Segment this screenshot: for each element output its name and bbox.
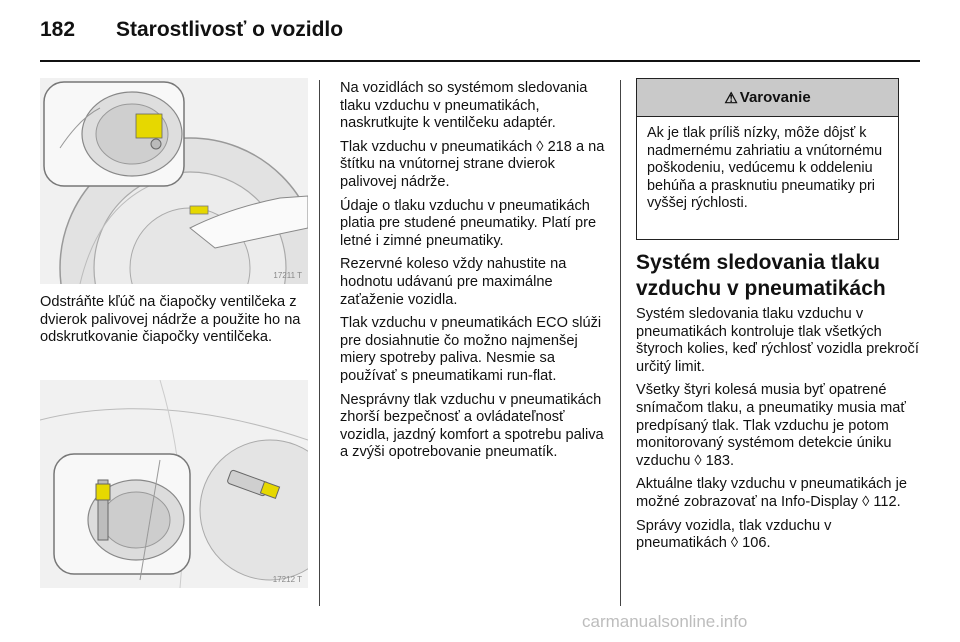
warning-text: Ak je tlak príliš nízky, môže dôjsť k nadmernému zahriatiu a vnútornému poškodeniu, vedúcemu k oddeleniu behúňa a prasknutiu pneumatiky pri vyššej rýchlosti. (647, 125, 883, 212)
paragraph: Nesprávny tlak vzduchu v pneumatikách zhorší bezpečnosť a ovládateľnosť vozidla, jazdný komfort a spotrebu paliva a zvýši opotrebovanie pneumatík. (340, 391, 604, 461)
paragraph: Systém sledovania tlaku vzduchu v pneumatikách kontroluje tlak všetkých štyroch kolies, keď rýchlosť vozidla prekročí určitý limit. (636, 306, 919, 375)
figure-code: 17212 T (272, 575, 302, 584)
paragraph: Tlak vzduchu v pneumatikách ◊ 218 a na štítku na vnútornej strane dvierok palivovej nádrže. (340, 138, 605, 190)
column-divider-2 (620, 80, 621, 606)
page-title: Starostlivosť o vozidlo (116, 18, 344, 41)
page-number: 182 (40, 18, 76, 41)
section-title: Systém sledovania tlaku vzduchu v pneumatikách (636, 251, 886, 300)
paragraph: Aktuálne tlaky vzduchu v pneumatikách je možné zobrazovať na Info-Display ◊ 112. (636, 476, 907, 510)
illustration-valve-cap-key (40, 78, 308, 284)
warning-box (636, 78, 899, 240)
column-3-text (636, 306, 920, 559)
column-1-text (40, 294, 310, 353)
watermark: carmanualsonline.info (582, 612, 748, 631)
column-2-text (340, 80, 610, 468)
column-divider-1 (319, 80, 320, 606)
paragraph: Všetky štyri kolesá musia byť opatrené snímačom tlaku, a pneumatiky musia mať predpísaný tlak. Tlak vzduchu je potom monitorovaný systémom detekcie úniku vzduchu ◊ 183. (636, 382, 906, 469)
paragraph: Odstráňte kľúč na čiapočky ventilčeka z dvierok palivovej nádrže a použite ho na odskrutkovanie čiapočky ventilčeka. (40, 294, 301, 346)
warning-header (637, 79, 898, 117)
figure-fuel-door-key (40, 78, 308, 284)
figure-code: 17211 T (273, 271, 302, 280)
header-rule (40, 60, 920, 62)
figure-valve-adapter (40, 380, 308, 588)
paragraph: Na vozidlách so systémom sledovania tlaku vzduchu v pneumatikách, naskrutkujte k ventilčeku adaptér. (340, 80, 588, 132)
paragraph: Rezervné koleso vždy nahustite na hodnotu udávanú pre maximálne zaťaženie vozidla. (340, 256, 567, 308)
illustration-valve-adapter (40, 380, 308, 588)
paragraph: Tlak vzduchu v pneumatikách ECO slúži pre dosiahnutie čo možno najmenšej miery spotreby paliva. Nesmie sa používať s pneumatikami run-flat. (340, 315, 602, 384)
page-header (40, 18, 920, 62)
paragraph: Údaje o tlaku vzduchu v pneumatikách platia pre studené pneumatiky. Platí pre letné i zimné pneumatiky. (340, 197, 597, 249)
warning-title: Varovanie (739, 89, 811, 106)
paragraph: Správy vozidla, tlak vzduchu v pneumatikách ◊ 106. (636, 517, 832, 552)
warning-icon: ⚠ (724, 89, 738, 107)
